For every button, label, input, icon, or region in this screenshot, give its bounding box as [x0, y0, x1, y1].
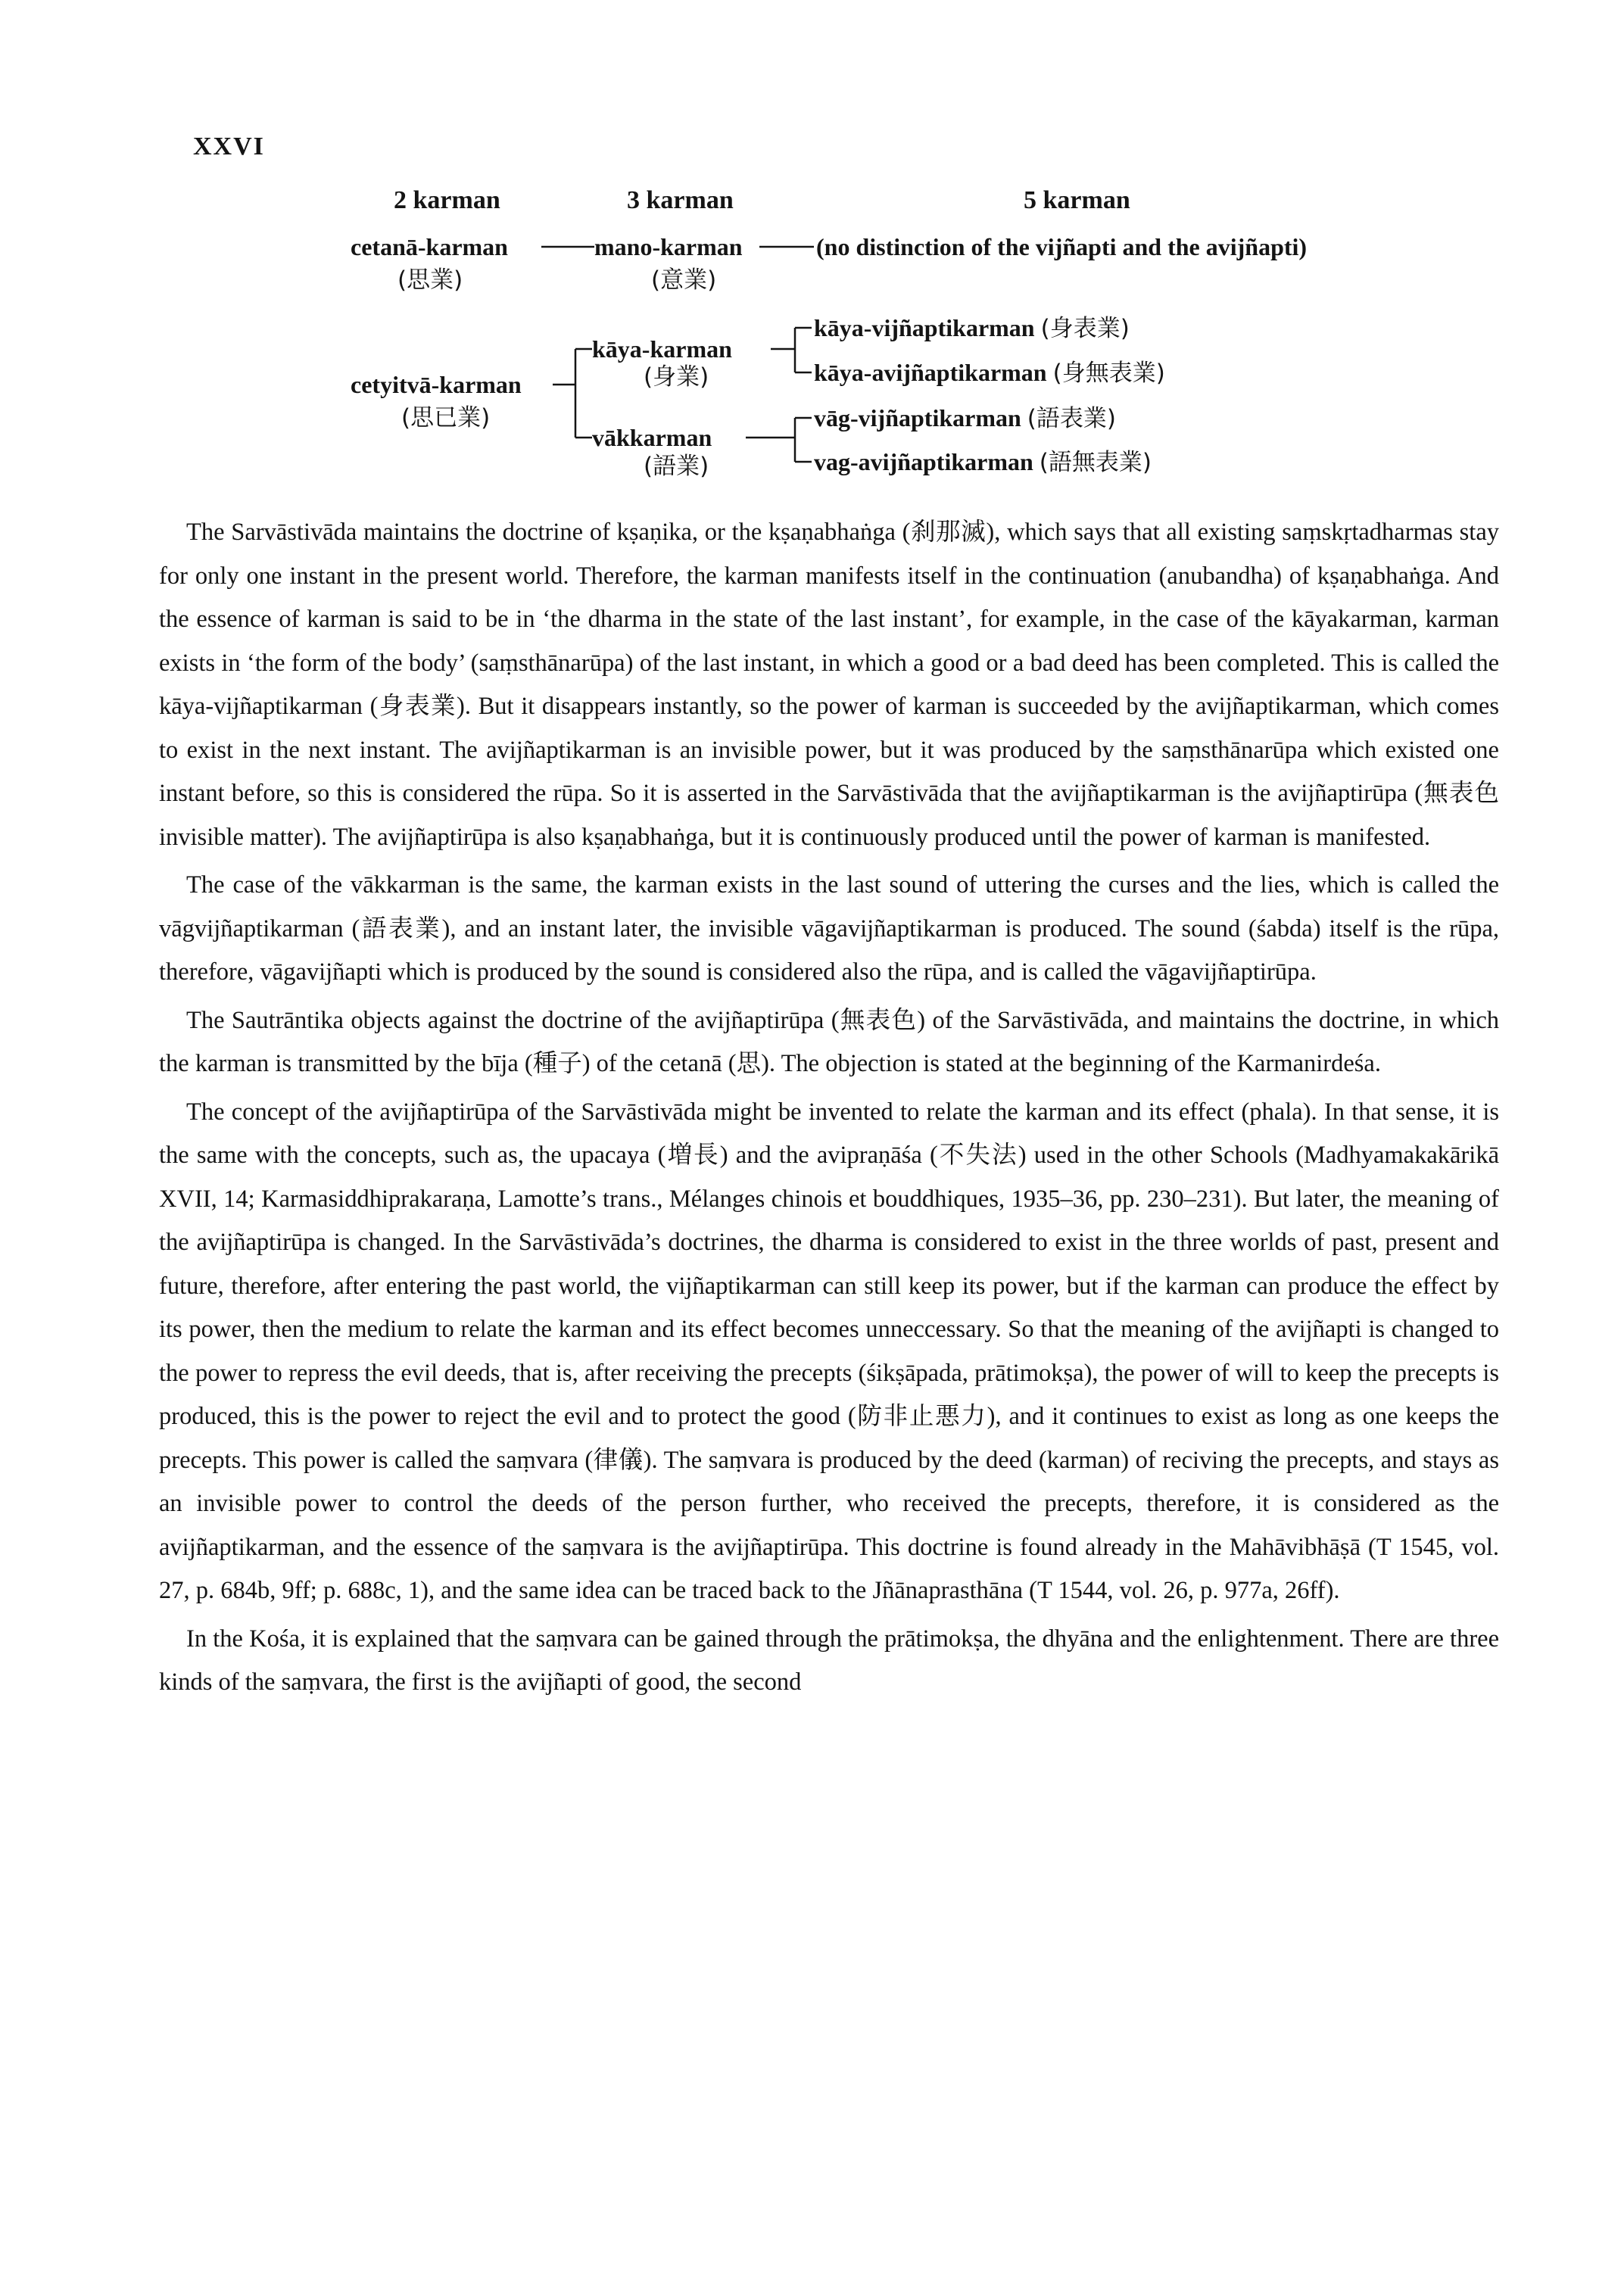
cetayitva-karman-cjk: (思已業) — [401, 404, 491, 431]
cetayitva-karman-label: cetyitvā-karman — [351, 371, 522, 398]
vak-karman-cjk: (語業) — [644, 453, 709, 480]
leaf-kaya-vijnaptikarman — [814, 313, 1130, 344]
leaf-vag-vijnaptikarman — [814, 403, 1116, 434]
mano-karman-cjk: (意業) — [651, 266, 717, 294]
cetana-karman-cjk: (思業) — [397, 266, 463, 294]
no-distinction-note: (no distinction of the vijñapti and the avijñapti) — [816, 233, 1308, 260]
paragraph-avijnaptirupa-concept: The concept of the avijñaptirūpa of the Sarvāstivāda might be invented to relate the karman and its effect (phala). In that sense, it is the same with the concepts, such as, the upacaya (増長) and the avipraṇāśa (不失法) used in the other Schools (Madhyamakakārikā XVII, 14; Karmasiddhiprakaraṇa, Lamotte’s trans., Mélanges chinois et bouddhiques, 1935–36, pp. 230–231). But later, the meaning of the avijñaptirūpa is changed. In the Sarvāstivāda’s doctrines, the dharma is considered to exist in the three worlds of past, present and future, therefore, after entering the past world, the vijñaptikarman can still keep its power, but if the karman can produce the effect by its power, then the medium to relate the karman and its effect becomes unneccessary. So that the meaning of the avijñapti is changed to the power to repress the evil deeds, that is, after receiving the precepts (śikṣāpada, prātimokṣa), the power of will to keep the precepts is produced, this is the power to reject the evil and to protect the good (防非止悪力), and it continues to exist as long as one keeps the precepts. This power is called the saṃvara (律儀). The saṃvara is produced by the deed (karman) of reciving the precepts, and stays as an invisible power to control the deeds of the person further, who received the precepts, therefore, it is considered as the avijñaptikarman, and the essence of the saṃvara is the avijñaptirūpa. This doctrine is found already in the Mahāvibhāṣā (T 1545, vol. 27, p. 684b, 9ff; p. 688c, 1), and the same idea can be traced back to the Jñānaprasthāna (T 1544, vol. 26, p. 977a, 26ff). — [159, 1098, 1499, 1604]
heading-5-karman: 5 karman — [1024, 186, 1130, 214]
paragraph-vakkarman: The case of the vākkarman is the same, the karman exists in the last sound of uttering the curses and the lies, which is called the vāgvijñaptikarman (語表業), and an instant later, the invisible vāgavijñaptikarman is produced. The sound (śabda) itself is the rūpa, therefore, vāgavijñapti which is produced by the sound is considered also the rūpa, and is called the vāgavijñaptirūpa. — [159, 871, 1499, 986]
leaf-label: vag-avijñaptikarman — [814, 448, 1033, 475]
cetana-karman-label: cetanā-karman — [351, 233, 508, 260]
paragraph-sautrantika: The Sautrāntika objects against the doctrine of the avijñaptirūpa (無表色) of the Sarvāstivāda, and maintains the doctrine, in which the karman is transmitted by the bīja (種子) of the cetanā (思). The objection is stated at the beginning of the Karmanirdeśa. — [159, 1006, 1499, 1077]
kaya-karman-cjk: (身業) — [644, 363, 709, 391]
mano-karman-label: mano-karman — [594, 233, 743, 260]
leaf-cjk: (身無表業) — [1052, 360, 1165, 387]
leaf-cjk: (身表業) — [1040, 315, 1130, 342]
leaf-vag-avijnaptikarman — [814, 447, 1152, 478]
leaf-label: vāg-vijñaptikarman — [814, 404, 1021, 431]
leaf-kaya-avijnaptikarman — [814, 357, 1165, 388]
diagram-connector-lines — [0, 0, 1624, 500]
leaf-label: kāya-avijñaptikarman — [814, 359, 1047, 386]
page-number: XXVI — [193, 132, 265, 160]
leaf-cjk: (語表業) — [1027, 405, 1116, 432]
vak-karman-label: vākkarman — [592, 424, 712, 451]
heading-2-karman: 2 karman — [394, 186, 500, 214]
leaf-label: kāya-vijñaptikarman — [814, 314, 1035, 341]
heading-3-karman: 3 karman — [627, 186, 734, 214]
paragraph-kosa-samvara: In the Kośa, it is explained that the saṃvara can be gained through the prātimokṣa, the dhyāna and the enlightenment. There are three kinds of the saṃvara, the first is the avijñapti of good, the second — [159, 1625, 1499, 1696]
leaf-cjk: (語無表業) — [1039, 449, 1152, 476]
karman-classification-diagram — [0, 0, 1624, 500]
kaya-karman-label: kāya-karman — [592, 335, 732, 363]
paragraph-sarvastivada-ksanika: The Sarvāstivāda maintains the doctrine of kṣaṇika, or the kṣaṇabhaṅga (刹那滅), which says that all existing saṃskṛtadharmas stay for only one instant in the present world. Therefore, the karman manifests itself in the continuation (anubandha) of kṣaṇabhaṅga. And the essence of karman is said to be in ‘the dharma in the state of the last instant’, for example, in the case of the kāyakarman, karman exists in ‘the form of the body’ (saṃsthānarūpa) of the last instant, in which a good or a bad deed has been completed. This is called the kāya-vijñaptikarman (身表業). But it disappears instantly, so the power of karman is succeeded by the avijñaptikarman, which comes to exist in the next instant. The avijñaptikarman is an invisible power, but it was produced by the saṃsthānarūpa which existed one instant before, so this is considered the rūpa. So it is asserted in the Sarvāstivāda that the avijñaptikarman is the avijñaptirūpa (無表色 invisible matter). The avijñaptirūpa is also kṣaṇabhaṅga, but it is continuously produced until the power of karman is manifested. — [159, 519, 1499, 851]
body-text — [159, 511, 1499, 1709]
